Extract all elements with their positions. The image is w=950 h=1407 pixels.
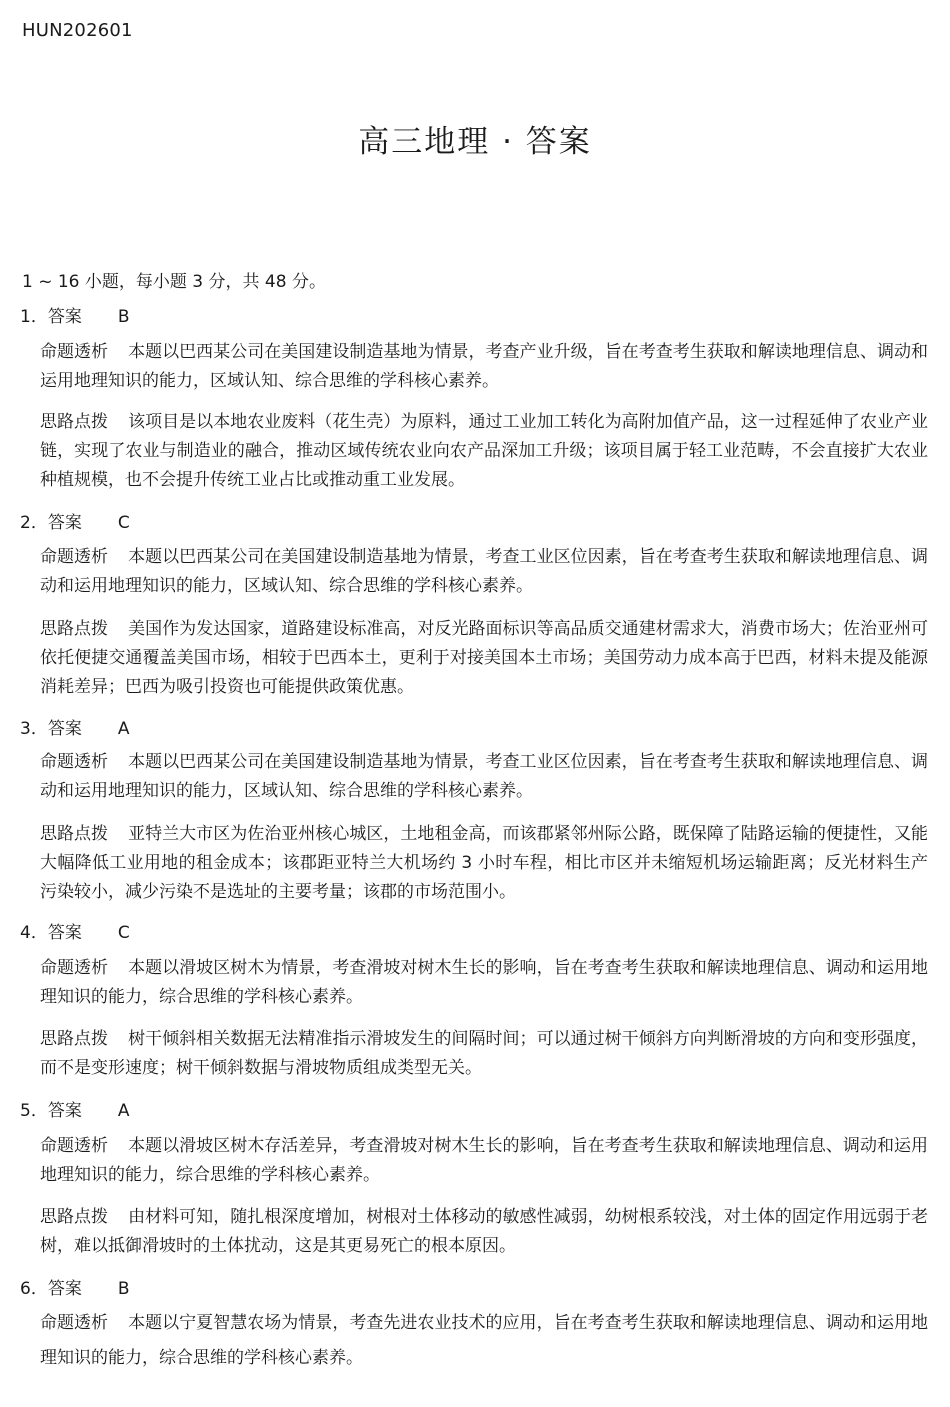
question-4-analysis (40, 954, 928, 1012)
question-1-answer-line (20, 302, 130, 327)
hint-text: 树干倾斜相关数据无法精准指示滑坡发生的间隔时间；可以通过树干倾斜方向判断滑坡的方向和变形强度，而不是变形速度；树干倾斜数据与滑坡物质组成类型无关。 (40, 1029, 929, 1078)
answer-label: 答案 (47, 1279, 82, 1299)
question-number: 4． (20, 923, 48, 943)
analysis-label: 命题透析 (40, 752, 109, 772)
question-1-hint (40, 408, 928, 495)
question-number: 3． (20, 719, 48, 739)
answer-label: 答案 (47, 719, 82, 739)
page-title: 高三地理 · 答案 (358, 124, 592, 160)
analysis-label: 命题透析 (40, 1313, 109, 1333)
answer-value: A (117, 1101, 130, 1121)
question-2-analysis (40, 543, 928, 601)
hint-text: 亚特兰大市区为佐治亚州核心城区，土地租金高，而该郡紧邻州际公路，既保障了陆路运输的便捷性，又能大幅降低工业用地的租金成本；该郡距亚特兰大机场约 3 小时车程，相比市区并未缩短机场运输距离；反光材料生产污染较小，减少污染不是选址的主要考量；该郡的市场范围小。 (40, 824, 929, 902)
analysis-label: 命题透析 (40, 958, 109, 978)
answer-value: A (117, 719, 130, 739)
hint-label: 思路点拨 (40, 619, 109, 639)
question-3-analysis (40, 748, 928, 806)
question-3-hint (40, 820, 928, 907)
answer-value: B (117, 1279, 130, 1299)
question-number: 1． (20, 307, 48, 327)
hint-label: 思路点拨 (40, 1207, 109, 1227)
analysis-text: 本题以滑坡区树木存活差异，考查滑坡对树木生长的影响，旨在考查考生获取和解读地理信息、调动和运用地理知识的能力，综合思维的学科核心素养。 (40, 1136, 929, 1185)
analysis-text: 本题以宁夏智慧农场为情景，考查先进农业技术的应用，旨在考查考生获取和解读地理信息、调动和运用地理知识的能力，综合思维的学科核心素养。 (40, 1313, 929, 1368)
question-5-hint (40, 1203, 928, 1261)
question-5-analysis (40, 1132, 928, 1190)
answer-value: C (117, 513, 130, 533)
question-5-answer-line (20, 1096, 129, 1121)
question-2-answer-line (20, 508, 130, 533)
question-number: 6． (20, 1279, 48, 1299)
answer-label: 答案 (47, 307, 82, 327)
hint-text: 由材料可知，随扎根深度增加，树根对土体移动的敏感性减弱，幼树根系较浅，对土体的固定作用远弱于老树，难以抵御滑坡时的土体扰动，这是其更易死亡的根本原因。 (40, 1207, 929, 1256)
question-3-answer-line (20, 714, 129, 739)
hint-label: 思路点拨 (40, 824, 109, 844)
analysis-text: 本题以巴西某公司在美国建设制造基地为情景，考查工业区位因素，旨在考查考生获取和解读地理信息、调动和运用地理知识的能力，区域认知、综合思维的学科核心素养。 (40, 547, 929, 596)
question-4-hint (40, 1025, 928, 1083)
question-4-answer-line (20, 918, 130, 943)
answer-label: 答案 (47, 923, 82, 943)
question-6-analysis (40, 1306, 928, 1376)
analysis-text: 本题以巴西某公司在美国建设制造基地为情景，考查工业区位因素，旨在考查考生获取和解读地理信息、调动和运用地理知识的能力，区域认知、综合思维的学科核心素养。 (40, 752, 929, 801)
question-number: 5． (20, 1101, 48, 1121)
analysis-label: 命题透析 (40, 1136, 109, 1156)
question-2-hint (40, 615, 928, 702)
question-1-analysis (40, 338, 928, 396)
analysis-text: 本题以巴西某公司在美国建设制造基地为情景，考查产业升级，旨在考查考生获取和解读地理信息、调动和运用地理知识的能力，区域认知、综合思维的学科核心素养。 (40, 342, 929, 391)
hint-label: 思路点拨 (40, 412, 109, 432)
scoring-intro: 1 ~ 16 小题，每小题 3 分，共 48 分。 (22, 272, 326, 292)
analysis-text: 本题以滑坡区树木为情景，考查滑坡对树木生长的影响，旨在考查考生获取和解读地理信息、调动和运用地理知识的能力，综合思维的学科核心素养。 (40, 958, 929, 1007)
hint-label: 思路点拨 (40, 1029, 109, 1049)
document-code: HUN202601 (22, 20, 133, 41)
analysis-label: 命题透析 (40, 547, 109, 567)
answer-value: B (117, 307, 130, 327)
answer-label: 答案 (47, 1101, 82, 1121)
hint-text: 该项目是以本地农业废料（花生壳）为原料，通过工业加工转化为高附加值产品，这一过程延伸了农业产业链，实现了农业与制造业的融合，推动区域传统农业向农产品深加工升级；该项目属于轻工业范畴，不会直接扩大农业种植规模，也不会提升传统工业占比或推动重工业发展。 (40, 412, 929, 490)
hint-text: 美国作为发达国家，道路建设标准高，对反光路面标识等高品质交通建材需求大，消费市场大；佐治亚州可依托便捷交通覆盖美国市场，相较于巴西本土，更利于对接美国本土市场；美国劳动力成本高于巴西，材料未提及能源消耗差异；巴西为吸引投资也可能提供政策优惠。 (40, 619, 929, 697)
answer-label: 答案 (47, 513, 82, 533)
question-number: 2． (20, 513, 48, 533)
analysis-label: 命题透析 (40, 342, 109, 362)
question-6-answer-line (20, 1274, 130, 1299)
answer-value: C (117, 923, 130, 943)
